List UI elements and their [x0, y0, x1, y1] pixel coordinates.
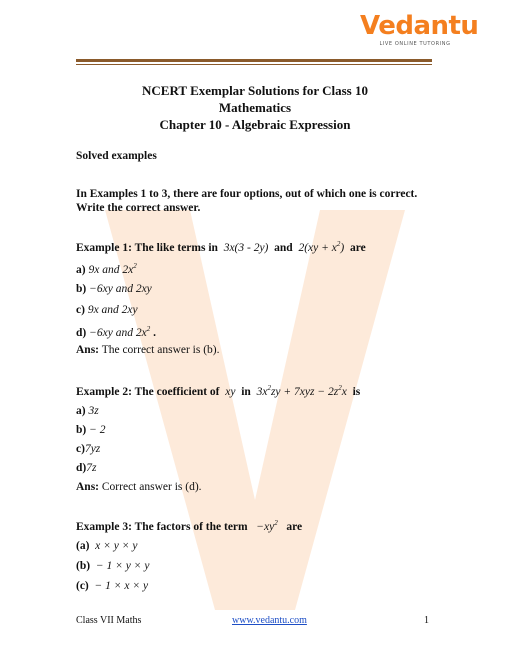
example-1-option-a: a) 9x and $2x^2$ [76, 262, 137, 276]
header-rule-thin [76, 64, 432, 65]
example-2-option-d: d)7z [76, 462, 97, 474]
example-2-answer: Ans: Correct answer is (d). [76, 481, 202, 493]
vedantu-link[interactable]: www.vedantu.com [232, 615, 307, 626]
example-2-question: Example 2: The coefficient of xy in $3x^2zy + 7xyz - 2z^2x$ is [76, 384, 361, 398]
instruction-line-1: In Examples 1 to 3, there are four options, out of which one is correct. [76, 188, 418, 200]
example-3-option-c: (c) − 1 × x × y [76, 580, 149, 592]
example-3-option-a: (a) x × y × y [76, 540, 138, 552]
example-1-term-2: $2(xy + x^2)$ [298, 240, 345, 254]
example-1-question [76, 240, 366, 254]
section-heading: Solved examples [76, 150, 157, 162]
example-3-term: $-xy^2$ [256, 519, 278, 533]
logo-tagline: LIVE ONLINE TUTORING [379, 41, 451, 47]
example-2-option-a: a) 3z [76, 405, 99, 417]
example-1-option-c: c) 9x and 2xy [76, 304, 138, 316]
example-2-option-c: c)7yz [76, 443, 101, 455]
vedantu-watermark [95, 200, 415, 620]
title-line-2: Mathematics [218, 100, 292, 115]
instruction-line-2: Write the correct answer. [76, 202, 201, 214]
footer-left: Class VII Maths [76, 615, 142, 626]
title-line-1: NCERT Exemplar Solutions for Class 10 [142, 83, 368, 98]
header-rule [76, 59, 432, 62]
example-1-option-b: b) −6xy and 2xy [76, 283, 152, 295]
example-3-prefix: Example 3: The factors of the term [76, 521, 248, 533]
example-2-prefix: Example 2: The coefficient of [76, 386, 220, 398]
example-1-and: and [274, 242, 293, 254]
page-number: 1 [424, 615, 429, 626]
document-title [0, 82, 510, 133]
example-2-expression: $3x^2zy + 7xyz - 2z^2x$ [256, 384, 347, 398]
example-2-option-b: b) − 2 [76, 424, 106, 436]
example-1-term-1: 3x(3 - 2y) [223, 242, 269, 254]
example-3-option-b: (b) − 1 × y × y [76, 560, 150, 572]
example-1-are: are [349, 242, 366, 254]
title-line-3: Chapter 10 - Algebraic Expression [159, 117, 351, 132]
example-1-prefix: Example 1: The like terms in [76, 242, 218, 254]
logo-wordmark: Vedantu [360, 11, 479, 41]
example-3-question: Example 3: The factors of the term $-xy^2$ are [76, 519, 303, 533]
example-1-option-d: d) −6xy and $2x^2$ . [76, 325, 156, 339]
example-1-answer: Ans: The correct answer is (b). [76, 344, 220, 356]
vedantu-logo [360, 11, 479, 47]
footer-link[interactable] [232, 615, 307, 626]
